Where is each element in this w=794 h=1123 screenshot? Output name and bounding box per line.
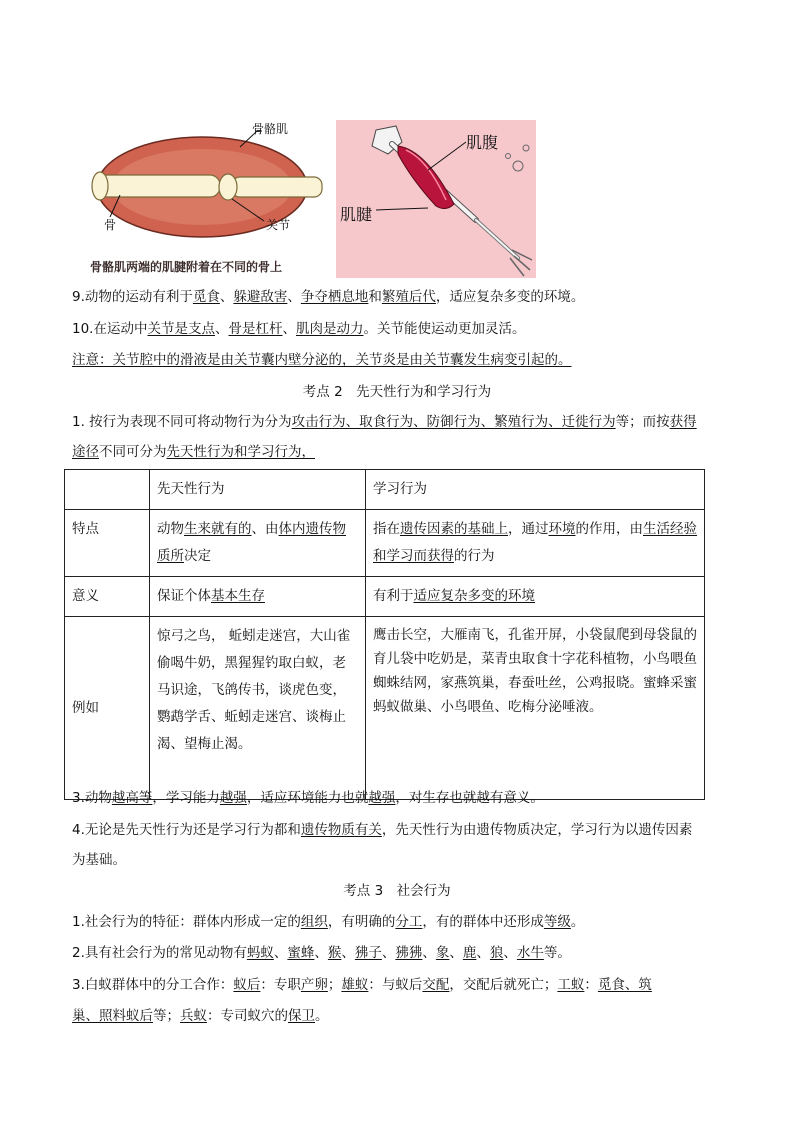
termite-division-line-2: 巢、照料蚁后等；兵蚁：专司蚁穴的保卫。 <box>72 1008 329 1024</box>
paragraph-10: 10.在运动中关节是支点、骨是杠杆、肌肉是动力。关节能使运动更加灵活。 <box>72 321 526 337</box>
behavior-classification-line-1: 1. 按行为表现不同可将动物行为分为攻击行为、取食行为、防御行为、繁殖行为、迁徙行为等；而按获得 <box>72 414 697 430</box>
muscle-label: 骨骼肌 <box>252 122 289 136</box>
table-row-features <box>65 510 705 577</box>
social-behavior-features: 1.社会行为的特征：群体内形成一定的组织，有明确的分工，有的群体中还形成等级。 <box>72 914 585 930</box>
termite-division-line-1: 3.白蚁群体中的分工合作：蚁后：专职产卵；雄蚁：与蚁后交配，交配后就死亡；工蚁：觅食、筑 <box>72 977 652 993</box>
bone-label: 骨 <box>104 218 117 232</box>
row-label-significance: 意义 <box>65 577 150 617</box>
innate-significance-cell: 保证个体基本生存 <box>150 577 366 617</box>
table-row-significance <box>65 577 705 617</box>
learned-examples-cell: 鹰击长空，大雁南飞，孔雀开屏，小袋鼠爬到母袋鼠的育儿袋中吃奶是，菜青虫取食十字花科植物，小鸟喂鱼蜘蛛结网，家燕筑巢，春蚕吐丝，公鸡报晓。蜜蜂采蜜蚂蚁做巢、小鸟喂鱼、吃梅分泌唾液。 <box>366 617 705 800</box>
paragraph-4-line-2: 为基础。 <box>72 852 126 868</box>
paragraph-3: 3.动物越高等，学习能力越强，适应环境能力也就越强，对生存也就越有意义。 <box>72 790 544 806</box>
table-row-examples <box>65 617 705 800</box>
innate-examples-cell: 惊弓之鸟， 蚯蚓走迷宫，大山雀偷喝牛奶，黑猩猩钓取白蚁，老马识途，飞鸽传书，谈虎色变，鹦鹉学舌、蚯蚓走迷宫、谈梅止渴、望梅止渴。 <box>150 617 366 800</box>
row-label-features: 特点 <box>65 510 150 577</box>
arm-muscle-figure <box>336 120 536 278</box>
behavior-classification-line-2: 途径不同可分为先天性行为和学习行为， <box>72 444 315 460</box>
section-heading-3: 考点 3 社会行为 <box>343 883 451 899</box>
lower-bone-shape <box>232 177 322 197</box>
upper-bone-shape <box>98 175 220 197</box>
note-paragraph: 注意：关节腔中的滑液是由关节囊内壁分泌的，关节炎是由关节囊发生病变引起的。 <box>72 352 572 368</box>
behavior-comparison-table <box>64 469 705 800</box>
learned-features-cell: 指在遗传因素的基础上，通过环境的作用，由生活经验和学习而获得的行为 <box>366 510 705 577</box>
social-animals-list: 2.具有社会行为的常见动物有蚂蚁、蜜蜂、猴、狒子、狒狒、象、鹿、狼、水牛等。 <box>72 945 571 961</box>
arm-muscle-illustration <box>336 120 536 278</box>
skeletal-muscle-figure <box>82 117 334 277</box>
joint-shape <box>219 174 237 200</box>
innate-features-cell: 动物生来就有的、由体内遗传物质所决定 <box>150 510 366 577</box>
header-innate: 先天性行为 <box>150 470 366 510</box>
learned-significance-cell: 有利于适应复杂多变的环境 <box>366 577 705 617</box>
section-heading-2: 考点 2 先天性行为和学习行为 <box>302 384 492 400</box>
paragraph-9: 9.动物的运动有利于觅食、躲避敌害、争夺栖息地和繁殖后代，适应复杂多变的环境。 <box>72 289 585 305</box>
table-header-row <box>65 470 705 510</box>
tendon-label: 肌腱 <box>340 205 373 224</box>
joint-label: 关节 <box>266 218 291 232</box>
figure-caption: 骨骼肌两端的肌腱附着在不同的骨上 <box>90 260 283 274</box>
header-blank-cell <box>65 470 150 510</box>
row-label-examples: 例如 <box>65 617 150 800</box>
paragraph-4-line-1: 4.无论是先天性行为还是学习行为都和遗传物质有关，先天性行为由遗传物质决定，学习行为以遗传因素 <box>72 822 693 838</box>
skeletal-muscle-illustration <box>82 117 334 277</box>
muscle-belly-label: 肌腹 <box>466 133 499 152</box>
header-learned: 学习行为 <box>366 470 705 510</box>
